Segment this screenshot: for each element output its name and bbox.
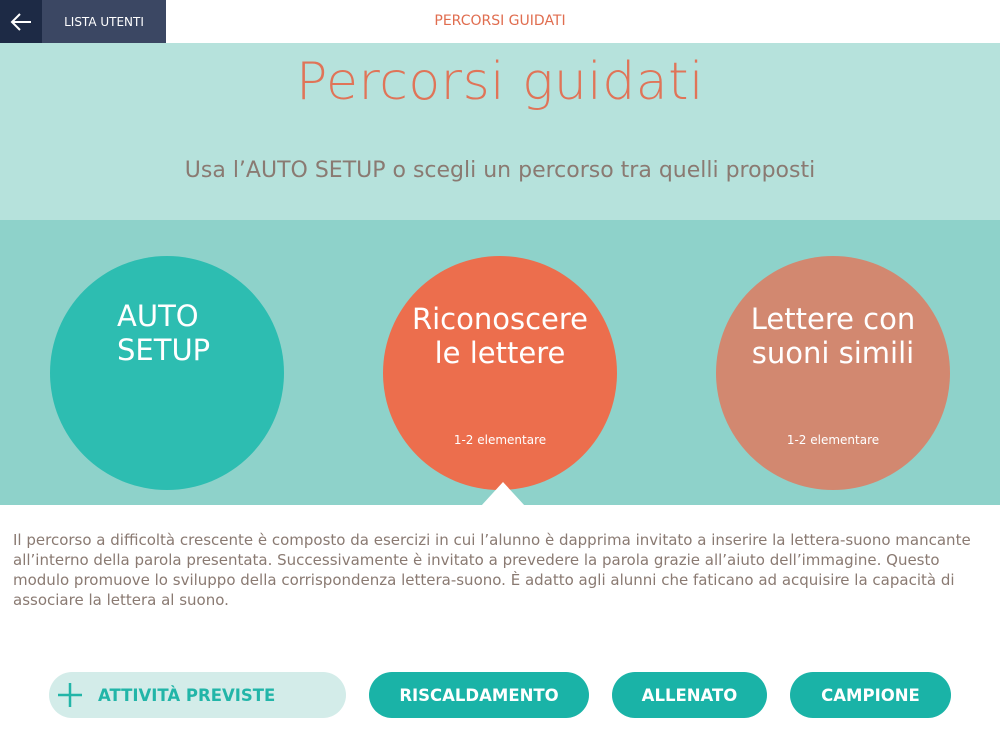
- recognize-letters-circle[interactable]: [383, 256, 617, 490]
- selection-pointer: [481, 482, 525, 506]
- plus-icon: [56, 681, 84, 709]
- circle-level: 1-2 elementare: [453, 433, 547, 447]
- top-bar: [0, 0, 1000, 43]
- trained-button[interactable]: ALLENATO: [612, 672, 767, 718]
- circle-level: 1-2 elementare: [786, 433, 880, 447]
- path-description: Il percorso a difficoltà crescente è composto da esercizi in cui l’alunno è dapprima invitato a inserire la lettera-suono mancante all’interno della parola presentata. Successivamente è invitato a prevedere la parola grazie all’aiuto dell’immagine. Questo modulo promuove lo sviluppo della corrispondenza lettera-suono. È adatto agli alunni che faticano ad acquisire la capacità di associare la lettera al suono.: [13, 531, 971, 609]
- circle-label: Lettere con suoni simili: [750, 302, 916, 370]
- planned-activities-label: ATTIVITÀ PREVISTE: [98, 685, 276, 705]
- page-subtitle: Usa l’AUTO SETUP o scegli un percorso tra quelli proposti: [184, 158, 816, 183]
- planned-activities-button[interactable]: [49, 672, 346, 718]
- users-list-button[interactable]: LISTA UTENTI: [42, 0, 166, 43]
- auto-setup-circle[interactable]: [50, 256, 284, 490]
- circle-label: AUTO SETUP: [117, 299, 211, 367]
- page-title: Percorsi guidati: [296, 52, 704, 112]
- champion-button[interactable]: CAMPIONE: [790, 672, 951, 718]
- arrow-left-icon: [10, 12, 32, 32]
- back-button[interactable]: [0, 0, 42, 43]
- similar-sounds-circle[interactable]: [716, 256, 950, 490]
- circle-label: Riconoscere le lettere: [411, 302, 589, 370]
- warmup-button[interactable]: RISCALDAMENTO: [369, 672, 589, 718]
- page-top-title: PERCORSI GUIDATI: [434, 13, 566, 29]
